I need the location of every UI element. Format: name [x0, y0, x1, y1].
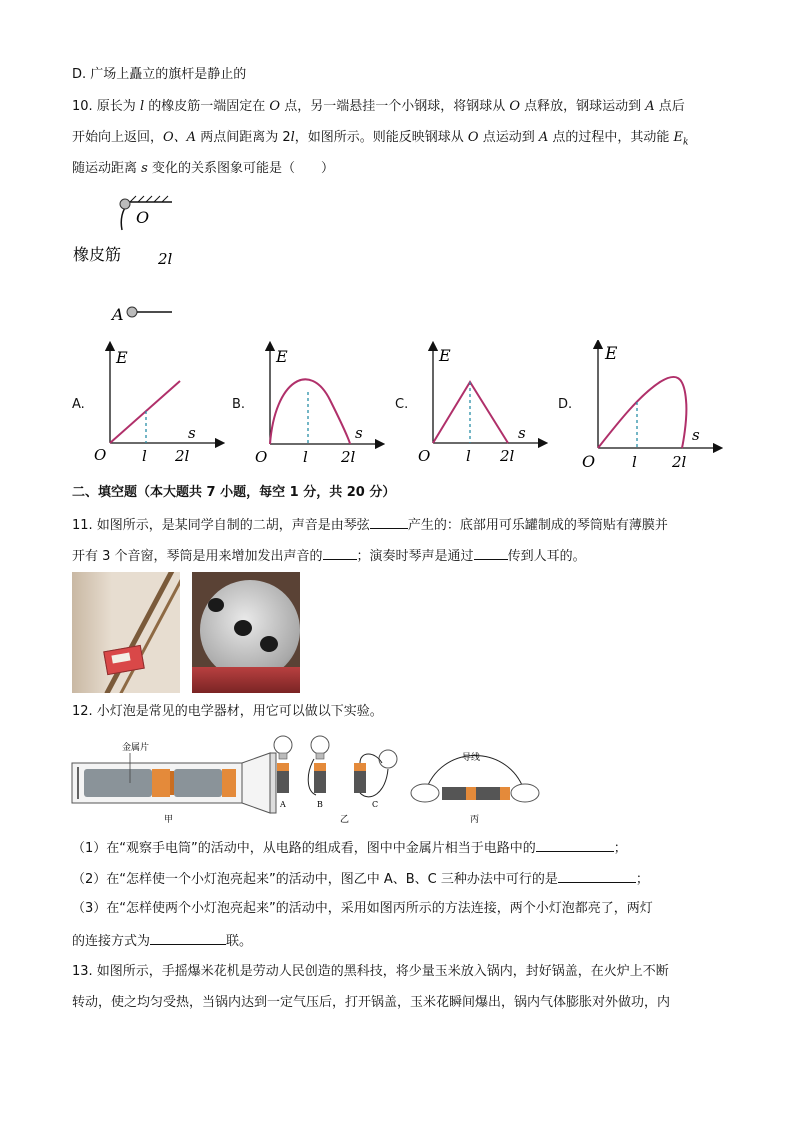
label-c: C — [372, 800, 379, 809]
var-a: A — [645, 99, 655, 114]
axis-e: E — [116, 348, 128, 367]
blank-2[interactable] — [323, 546, 357, 560]
text: ； — [613, 841, 627, 856]
q10-line3 — [72, 160, 334, 178]
var-o: O — [467, 130, 479, 145]
tick-l: l — [632, 453, 637, 471]
q13-line1: 13. 如图所示，手摇爆米花机是劳动人民创造的黑科技，将少量玉米放入锅内，封好锅盖，在火炉上不断 — [72, 964, 669, 979]
text: ；演奏时琴声是通过 — [356, 549, 474, 564]
option-d-letter: D. — [558, 397, 573, 412]
can-photo — [192, 572, 300, 693]
text: 点，另一端悬挂一个小钢球，将钢球从 — [280, 99, 510, 114]
var-ek: E — [673, 130, 684, 145]
tick-2l: 2l — [341, 448, 356, 466]
text: 变化的关系图象可能是（ ） — [147, 161, 334, 176]
text: 点后 — [654, 99, 685, 114]
axis-s: s — [355, 424, 363, 442]
var-s: s — [141, 161, 148, 176]
axis-s: s — [692, 426, 700, 444]
blank-6[interactable] — [150, 931, 226, 945]
axis-e: E — [605, 344, 618, 364]
text: 产生的：底部用可乐罐制成的琴筒贴有薄膜并 — [407, 518, 668, 533]
figure-dist-label: 2l — [158, 250, 173, 268]
origin-o: O — [418, 447, 431, 465]
label-metal: 金属片 — [122, 743, 150, 753]
blank-1[interactable] — [370, 515, 408, 529]
axis-e: E — [276, 347, 288, 366]
text: 点的过程中，其动能 — [548, 130, 674, 145]
q12-p3b — [72, 931, 252, 951]
text: 联。 — [226, 934, 253, 949]
text: 随运动距离 — [72, 161, 142, 176]
blank-5[interactable] — [558, 869, 636, 883]
text: 的橡皮筋一端固定在 — [144, 99, 270, 114]
q12-p2 — [72, 869, 649, 889]
q10-options — [70, 340, 730, 475]
figure-a-label: A — [112, 305, 124, 324]
figure-rubber-label: 橡皮筋 — [73, 245, 122, 264]
q11-line1 — [72, 515, 668, 535]
tick-2l: 2l — [175, 447, 190, 465]
q9-option-d: D. 广场上矗立的旗杆是静止的 — [72, 67, 247, 82]
text: 点释放，钢球运动到 — [520, 99, 646, 114]
var-o: O — [269, 99, 281, 114]
figure-o-label: O — [136, 208, 150, 227]
q12-p1 — [72, 838, 627, 858]
option-a-graph[interactable] — [92, 340, 232, 470]
text: ； — [635, 872, 649, 887]
erhu-photo — [72, 572, 180, 693]
text: 的连接方式为 — [72, 934, 151, 949]
text: 传到人耳的。 — [507, 549, 586, 564]
text: （1）在“观察手电筒”的活动中，从电路的组成看，图中中金属片相当于电路中的 — [72, 841, 536, 856]
section-title: 二、填空题（本大题共 7 小题，每空 1 分，共 20 分） — [72, 485, 396, 500]
text: 开有 3 个音窗，琴筒是用来增加发出声音的 — [72, 549, 323, 564]
q13-line2: 转动，使之均匀受热，当锅内达到一定气压后，打开锅盖，玉米花瞬间爆出，锅内气体膨胀对外做功，内 — [72, 995, 671, 1010]
axis-e: E — [439, 346, 451, 365]
axis-s: s — [188, 424, 196, 442]
q10-line2 — [72, 129, 688, 152]
caption-jia: 甲 — [164, 815, 174, 825]
text: 开始向上返回， — [72, 130, 164, 145]
var-ek-sub: k — [683, 137, 689, 148]
option-a-letter: A. — [72, 397, 85, 412]
text: ，如图所示。则能反映钢球从 — [294, 130, 468, 145]
var-l: l — [139, 99, 145, 114]
caption-bing: 丙 — [470, 815, 480, 825]
q11-line2 — [72, 546, 586, 566]
text: （2）在“怎样使一个小灯泡亮起来”的活动中，图乙中 A、B、C 三种办法中可行的是 — [72, 872, 558, 887]
label-b: B — [317, 800, 323, 809]
label-wire: 导线 — [462, 753, 481, 763]
text: 两点间距离为 2 — [196, 130, 291, 145]
text: 11. 如图所示，是某同学自制的二胡，声音是由琴弦 — [72, 518, 370, 533]
label-a: A — [280, 800, 286, 809]
tick-l: l — [142, 447, 147, 465]
q10-line1 — [72, 98, 685, 116]
option-c-letter: C. — [395, 397, 409, 412]
var-a: A — [538, 130, 549, 145]
axis-s: s — [518, 424, 526, 442]
option-b-graph[interactable] — [255, 340, 395, 470]
blank-3[interactable] — [474, 546, 508, 560]
tick-2l: 2l — [672, 453, 687, 471]
var-l: l — [290, 130, 295, 145]
blank-4[interactable] — [536, 838, 614, 852]
var-oa: O、A — [163, 130, 197, 145]
tick-2l: 2l — [500, 447, 515, 465]
option-d-graph[interactable] — [580, 340, 730, 475]
text: 10. 原长为 — [72, 99, 140, 114]
tick-l: l — [303, 448, 308, 466]
origin-o: O — [255, 448, 268, 466]
option-c-graph[interactable] — [416, 340, 556, 470]
q12-p3: （3）在“怎样使两个小灯泡亮起来”的活动中，采用如图丙所示的方法连接，两个小灯泡都亮了，两灯 — [72, 901, 653, 916]
option-b-letter: B. — [232, 397, 246, 412]
tick-l: l — [466, 447, 471, 465]
q10-setup-figure — [70, 190, 200, 330]
q12-intro: 12. 小灯泡是常见的电学器材，用它可以做以下实验。 — [72, 704, 383, 719]
caption-yi: 乙 — [340, 815, 350, 825]
text: 点运动到 — [478, 130, 539, 145]
origin-o: O — [582, 452, 596, 471]
var-o: O — [509, 99, 520, 114]
q12-figures — [70, 733, 540, 825]
origin-o: O — [94, 446, 107, 464]
